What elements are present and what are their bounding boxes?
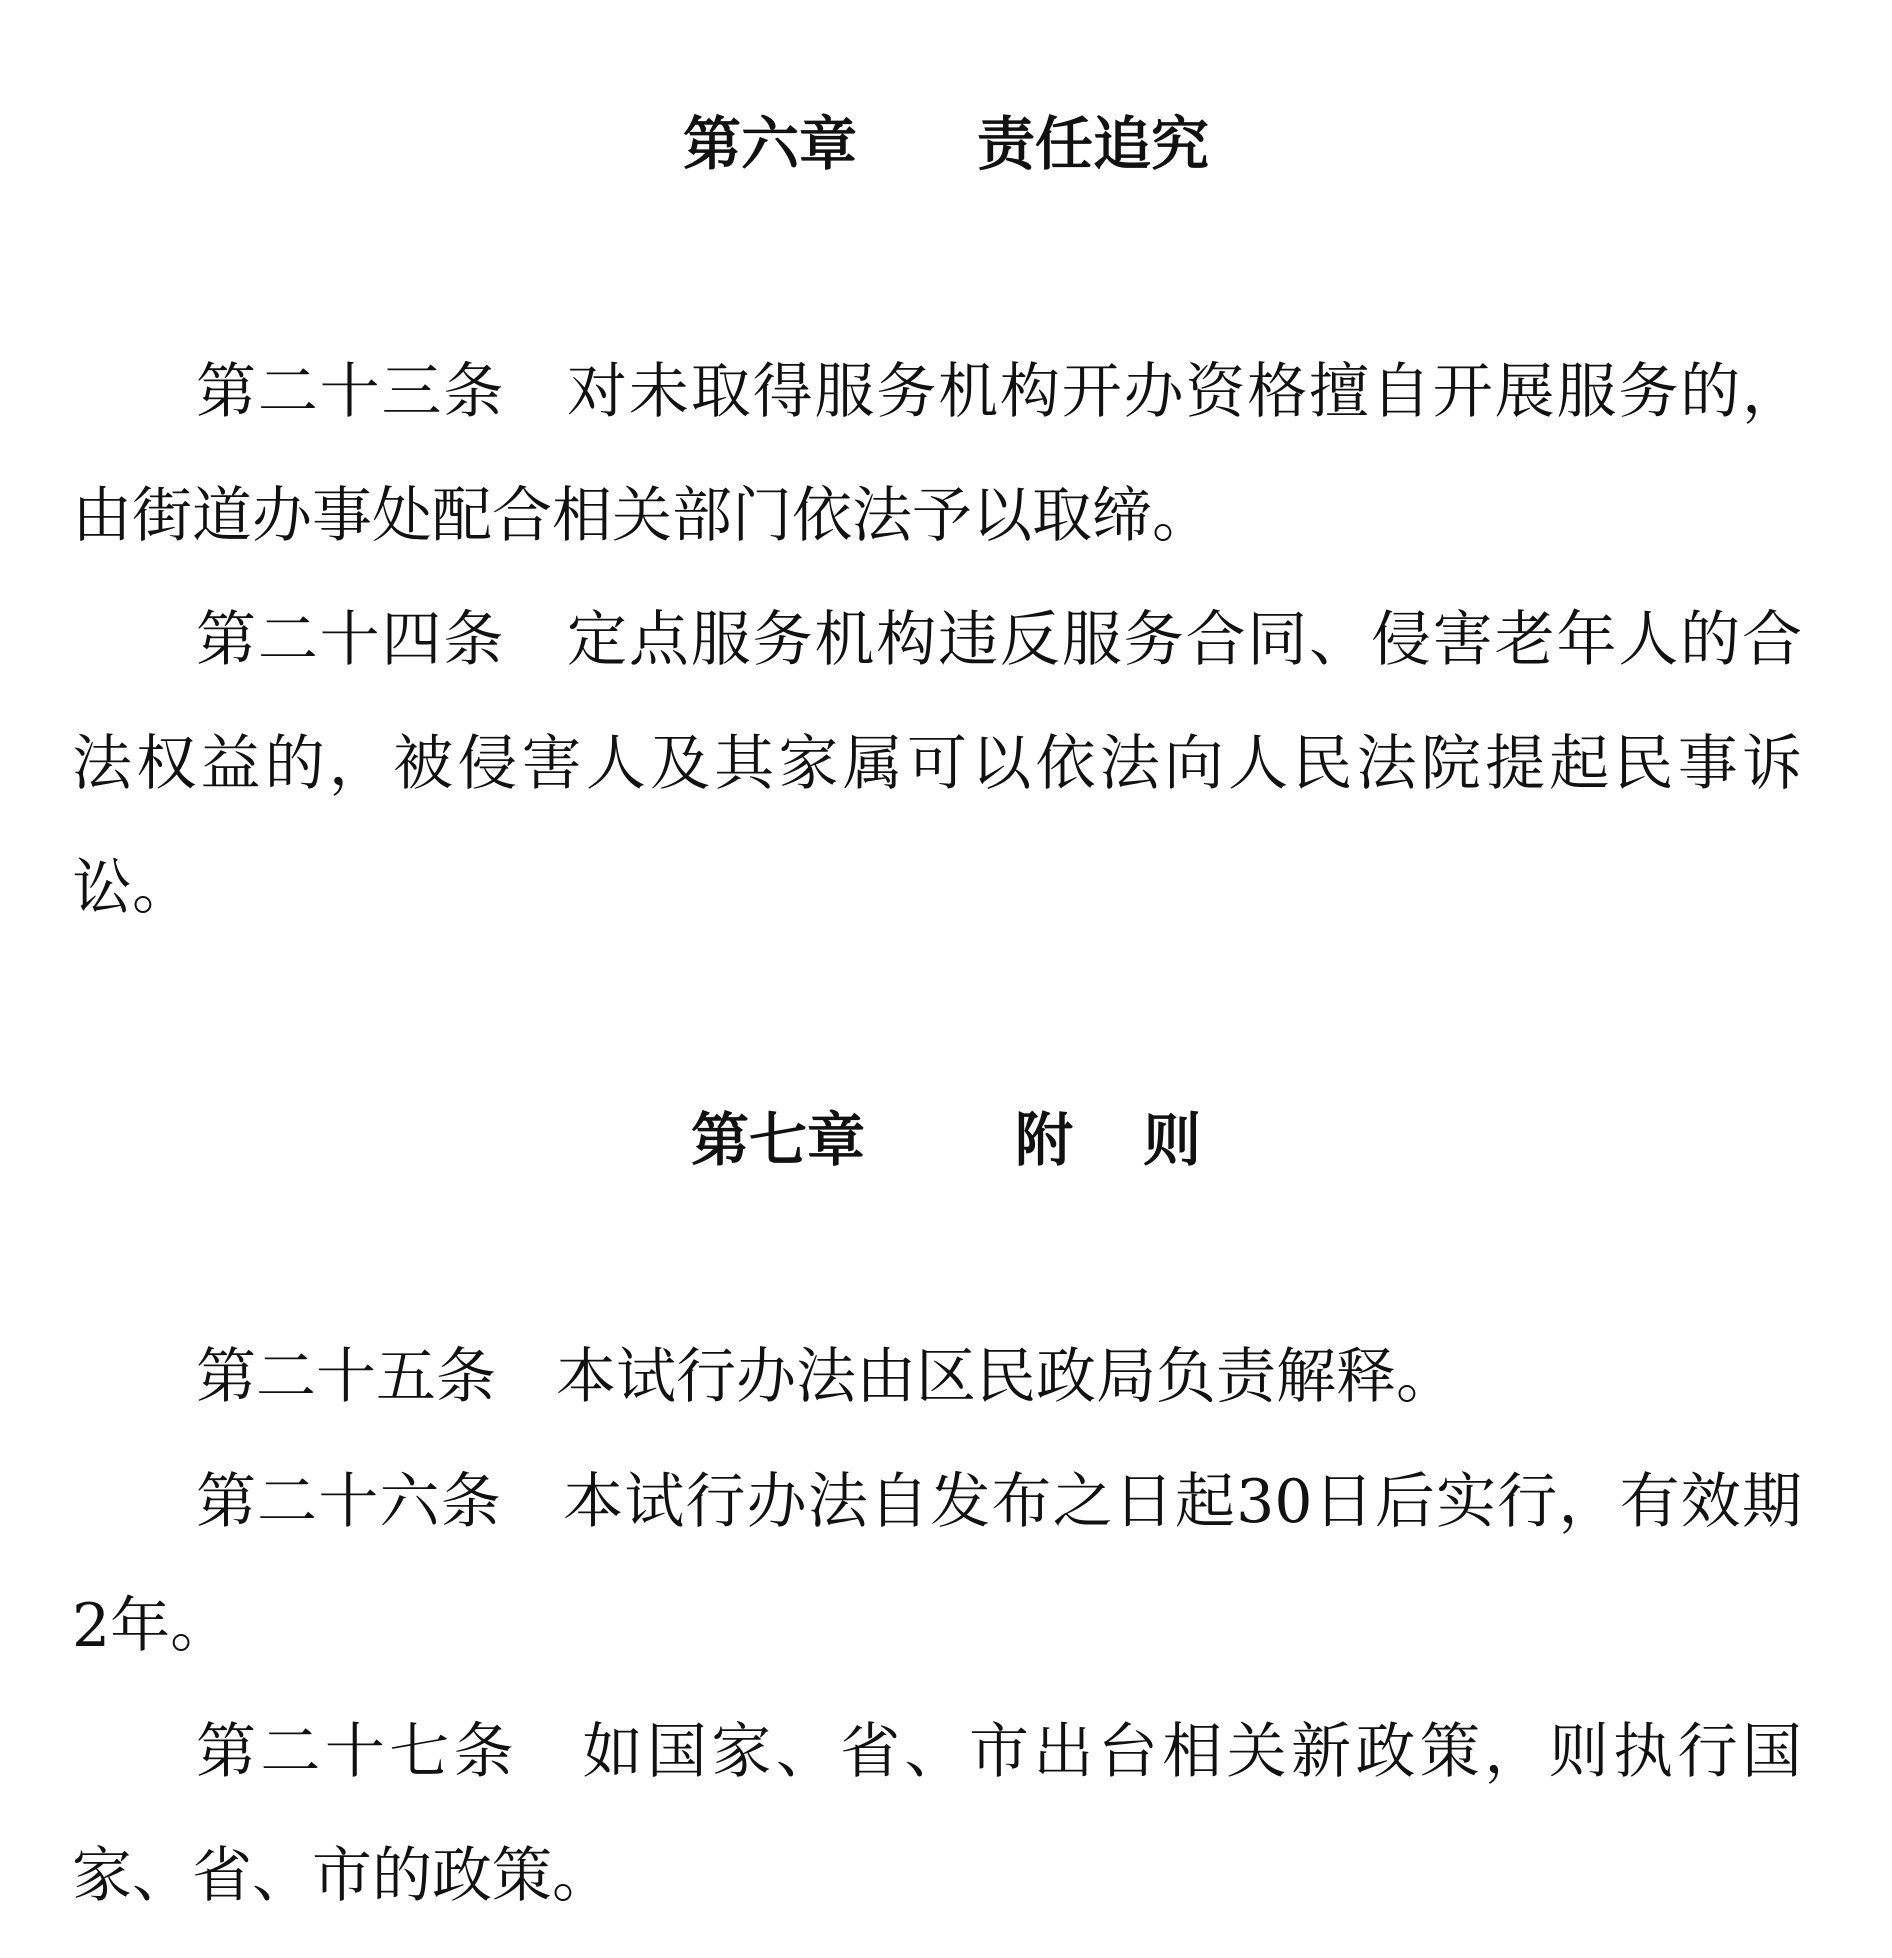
article-24 <box>72 578 1802 950</box>
article-27-number: 第二十七条 <box>196 1717 519 1787</box>
chapter-6-number: 第六章 <box>682 110 857 178</box>
chapter-7-number: 第七章 <box>690 1106 865 1174</box>
article-23 <box>72 330 1802 578</box>
chapter-7-title: 附则 <box>1015 1106 1272 1174</box>
article-25 <box>72 1315 1802 1439</box>
article-24-number: 第二十四条 <box>196 605 506 675</box>
chapter-7-heading <box>0 1100 1892 1180</box>
article-25-number: 第二十五条 <box>196 1342 496 1412</box>
article-23-number: 第二十三条 <box>196 357 506 427</box>
article-26-text: 本试行办法自发布之日起30日后实行，有效期2年。 <box>72 1467 1802 1661</box>
chapter-6-heading <box>0 104 1892 184</box>
article-27-text: 如国家、省、市出台相关新政策，则执行国家、省、市的政策。 <box>72 1717 1803 1911</box>
article-26 <box>72 1440 1802 1688</box>
article-24-text: 定点服务机构违反服务合同、侵害老年人的合法权益的，被侵害人及其家属可以依法向人民法院提起民事诉讼。 <box>72 605 1803 923</box>
article-25-text: 本试行办法由区民政局负责解释。 <box>556 1342 1456 1412</box>
article-23-text: 对未取得服务机构开办资格擅自开展服务的，由街道办事处配合相关部门依法予以取缔。 <box>72 357 1803 551</box>
chapter-6-title: 责任追究 <box>977 110 1210 178</box>
article-26-number: 第二十六条 <box>196 1467 502 1537</box>
article-27 <box>72 1690 1802 1938</box>
